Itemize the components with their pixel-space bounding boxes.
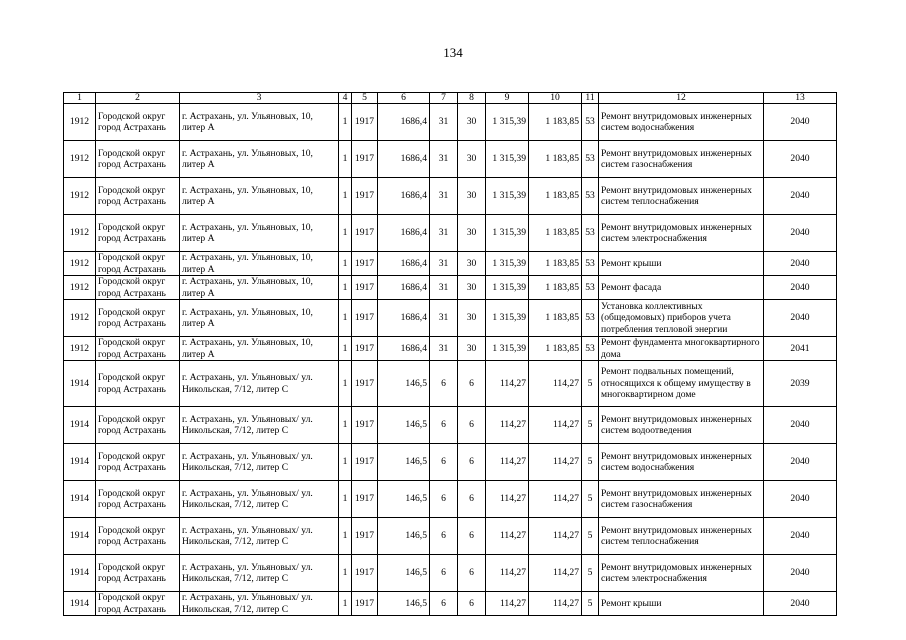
value-cell-11: 5 <box>582 555 599 592</box>
year-built-cell: 1917 <box>352 276 378 300</box>
column-number: 4 <box>339 93 352 104</box>
value-cell-11: 53 <box>582 252 599 276</box>
municipality-cell: Городской округ город Астрахань <box>96 518 180 555</box>
value-cell-11: 53 <box>582 178 599 215</box>
table-row <box>64 592 837 616</box>
row-number-cell: 1914 <box>64 361 96 407</box>
planned-year-cell: 2040 <box>764 481 837 518</box>
value-cell-9: 1 315,39 <box>486 215 529 252</box>
count-cell: 1 <box>339 252 352 276</box>
planned-year-cell: 2040 <box>764 518 837 555</box>
value-cell-11: 53 <box>582 337 599 361</box>
row-number-cell: 1912 <box>64 252 96 276</box>
work-type-cell: Ремонт внутридомовых инженерных систем электроснабжения <box>599 555 764 592</box>
value-cell-9: 1 315,39 <box>486 141 529 178</box>
value-cell-8: 6 <box>458 481 486 518</box>
work-type-cell: Ремонт внутридомовых инженерных систем газоснабжения <box>599 141 764 178</box>
area-cell: 1686,4 <box>378 104 430 141</box>
work-type-cell: Установка коллективных (общедомовых) приборов учета потребления тепловой энергии <box>599 300 764 337</box>
planned-year-cell: 2040 <box>764 104 837 141</box>
year-built-cell: 1917 <box>352 141 378 178</box>
municipality-cell: Городской округ город Астрахань <box>96 300 180 337</box>
value-cell-9: 1 315,39 <box>486 337 529 361</box>
row-number-cell: 1912 <box>64 141 96 178</box>
value-cell-10: 114,27 <box>529 361 582 407</box>
value-cell-10: 114,27 <box>529 481 582 518</box>
value-cell-7: 31 <box>430 141 458 178</box>
row-number-cell: 1914 <box>64 481 96 518</box>
municipality-cell: Городской округ город Астрахань <box>96 444 180 481</box>
work-type-cell: Ремонт внутридомовых инженерных систем водоснабжения <box>599 104 764 141</box>
value-cell-8: 6 <box>458 444 486 481</box>
municipality-cell: Городской округ город Астрахань <box>96 592 180 616</box>
value-cell-7: 31 <box>430 337 458 361</box>
table-row <box>64 518 837 555</box>
value-cell-7: 6 <box>430 481 458 518</box>
count-cell: 1 <box>339 276 352 300</box>
value-cell-7: 31 <box>430 215 458 252</box>
table-row <box>64 300 837 337</box>
year-built-cell: 1917 <box>352 361 378 407</box>
address-cell: г. Астрахань, ул. Ульяновых, 10, литер А <box>180 276 339 300</box>
row-number-cell: 1912 <box>64 337 96 361</box>
count-cell: 1 <box>339 300 352 337</box>
address-cell: г. Астрахань, ул. Ульяновых, 10, литер А <box>180 337 339 361</box>
planned-year-cell: 2040 <box>764 555 837 592</box>
year-built-cell: 1917 <box>352 252 378 276</box>
count-cell: 1 <box>339 178 352 215</box>
area-cell: 1686,4 <box>378 276 430 300</box>
column-number: 13 <box>764 93 837 104</box>
column-number: 11 <box>582 93 599 104</box>
value-cell-11: 5 <box>582 592 599 616</box>
year-built-cell: 1917 <box>352 337 378 361</box>
area-cell: 1686,4 <box>378 252 430 276</box>
table-row <box>64 407 837 444</box>
column-number: 8 <box>458 93 486 104</box>
value-cell-9: 1 315,39 <box>486 104 529 141</box>
table-row <box>64 252 837 276</box>
row-number-cell: 1914 <box>64 592 96 616</box>
municipality-cell: Городской округ город Астрахань <box>96 104 180 141</box>
value-cell-11: 5 <box>582 518 599 555</box>
count-cell: 1 <box>339 518 352 555</box>
table-row <box>64 444 837 481</box>
area-cell: 1686,4 <box>378 215 430 252</box>
municipality-cell: Городской округ город Астрахань <box>96 215 180 252</box>
value-cell-10: 1 183,85 <box>529 141 582 178</box>
value-cell-10: 1 183,85 <box>529 178 582 215</box>
value-cell-7: 31 <box>430 300 458 337</box>
year-built-cell: 1917 <box>352 178 378 215</box>
row-number-cell: 1914 <box>64 444 96 481</box>
area-cell: 146,5 <box>378 481 430 518</box>
value-cell-7: 6 <box>430 407 458 444</box>
count-cell: 1 <box>339 555 352 592</box>
value-cell-9: 114,27 <box>486 592 529 616</box>
address-cell: г. Астрахань, ул. Ульяновых/ ул. Никольская, 7/12, литер С <box>180 555 339 592</box>
municipality-cell: Городской округ город Астрахань <box>96 252 180 276</box>
value-cell-7: 31 <box>430 104 458 141</box>
work-type-cell: Ремонт крыши <box>599 252 764 276</box>
address-cell: г. Астрахань, ул. Ульяновых/ ул. Никольская, 7/12, литер С <box>180 361 339 407</box>
year-built-cell: 1917 <box>352 592 378 616</box>
address-cell: г. Астрахань, ул. Ульяновых, 10, литер А <box>180 300 339 337</box>
year-built-cell: 1917 <box>352 555 378 592</box>
column-number: 10 <box>529 93 582 104</box>
address-cell: г. Астрахань, ул. Ульяновых/ ул. Никольская, 7/12, литер С <box>180 444 339 481</box>
count-cell: 1 <box>339 215 352 252</box>
address-cell: г. Астрахань, ул. Ульяновых/ ул. Никольская, 7/12, литер С <box>180 481 339 518</box>
column-number-row <box>64 93 837 104</box>
row-number-cell: 1912 <box>64 276 96 300</box>
column-number: 9 <box>486 93 529 104</box>
value-cell-7: 31 <box>430 178 458 215</box>
table-row <box>64 215 837 252</box>
planned-year-cell: 2040 <box>764 141 837 178</box>
value-cell-8: 30 <box>458 178 486 215</box>
value-cell-10: 1 183,85 <box>529 215 582 252</box>
municipality-cell: Городской округ город Астрахань <box>96 276 180 300</box>
work-type-cell: Ремонт фундамента многоквартирного дома <box>599 337 764 361</box>
year-built-cell: 1917 <box>352 518 378 555</box>
value-cell-7: 6 <box>430 592 458 616</box>
value-cell-8: 30 <box>458 215 486 252</box>
planned-year-cell: 2040 <box>764 444 837 481</box>
value-cell-8: 6 <box>458 407 486 444</box>
planned-year-cell: 2041 <box>764 337 837 361</box>
municipality-cell: Городской округ город Астрахань <box>96 555 180 592</box>
value-cell-8: 30 <box>458 252 486 276</box>
municipality-cell: Городской округ город Астрахань <box>96 407 180 444</box>
value-cell-10: 1 183,85 <box>529 276 582 300</box>
value-cell-8: 30 <box>458 300 486 337</box>
address-cell: г. Астрахань, ул. Ульяновых, 10, литер А <box>180 178 339 215</box>
area-cell: 146,5 <box>378 407 430 444</box>
table-row <box>64 481 837 518</box>
area-cell: 146,5 <box>378 361 430 407</box>
planned-year-cell: 2040 <box>764 592 837 616</box>
area-cell: 146,5 <box>378 444 430 481</box>
value-cell-11: 53 <box>582 276 599 300</box>
column-number: 5 <box>352 93 378 104</box>
column-number: 12 <box>599 93 764 104</box>
area-cell: 146,5 <box>378 555 430 592</box>
value-cell-11: 5 <box>582 481 599 518</box>
row-number-cell: 1912 <box>64 300 96 337</box>
year-built-cell: 1917 <box>352 407 378 444</box>
municipality-cell: Городской округ город Астрахань <box>96 337 180 361</box>
planned-year-cell: 2040 <box>764 276 837 300</box>
value-cell-11: 5 <box>582 407 599 444</box>
area-cell: 1686,4 <box>378 141 430 178</box>
value-cell-10: 1 183,85 <box>529 300 582 337</box>
value-cell-7: 31 <box>430 276 458 300</box>
value-cell-11: 5 <box>582 361 599 407</box>
value-cell-10: 1 183,85 <box>529 104 582 141</box>
value-cell-10: 114,27 <box>529 592 582 616</box>
count-cell: 1 <box>339 481 352 518</box>
planned-year-cell: 2040 <box>764 407 837 444</box>
area-cell: 1686,4 <box>378 300 430 337</box>
address-cell: г. Астрахань, ул. Ульяновых/ ул. Никольская, 7/12, литер С <box>180 518 339 555</box>
work-type-cell: Ремонт подвальных помещений, относящихся к общему имуществу в многоквартирном доме <box>599 361 764 407</box>
area-cell: 146,5 <box>378 518 430 555</box>
table-row <box>64 141 837 178</box>
value-cell-8: 6 <box>458 518 486 555</box>
work-type-cell: Ремонт внутридомовых инженерных систем теплоснабжения <box>599 518 764 555</box>
address-cell: г. Астрахань, ул. Ульяновых, 10, литер А <box>180 104 339 141</box>
repair-schedule-table <box>63 92 837 616</box>
year-built-cell: 1917 <box>352 444 378 481</box>
row-number-cell: 1912 <box>64 104 96 141</box>
year-built-cell: 1917 <box>352 300 378 337</box>
municipality-cell: Городской округ город Астрахань <box>96 141 180 178</box>
work-type-cell: Ремонт фасада <box>599 276 764 300</box>
table-row <box>64 555 837 592</box>
value-cell-10: 114,27 <box>529 555 582 592</box>
table-row <box>64 337 837 361</box>
value-cell-11: 5 <box>582 444 599 481</box>
table-row <box>64 178 837 215</box>
value-cell-7: 6 <box>430 444 458 481</box>
value-cell-9: 114,27 <box>486 444 529 481</box>
column-number: 7 <box>430 93 458 104</box>
year-built-cell: 1917 <box>352 104 378 141</box>
row-number-cell: 1912 <box>64 178 96 215</box>
municipality-cell: Городской округ город Астрахань <box>96 361 180 407</box>
work-type-cell: Ремонт внутридомовых инженерных систем водоотведения <box>599 407 764 444</box>
value-cell-8: 30 <box>458 141 486 178</box>
value-cell-7: 31 <box>430 252 458 276</box>
value-cell-10: 114,27 <box>529 518 582 555</box>
address-cell: г. Астрахань, ул. Ульяновых, 10, литер А <box>180 252 339 276</box>
column-number: 2 <box>96 93 180 104</box>
address-cell: г. Астрахань, ул. Ульяновых, 10, литер А <box>180 215 339 252</box>
work-type-cell: Ремонт внутридомовых инженерных систем газоснабжения <box>599 481 764 518</box>
value-cell-8: 30 <box>458 276 486 300</box>
row-number-cell: 1914 <box>64 555 96 592</box>
value-cell-8: 6 <box>458 361 486 407</box>
planned-year-cell: 2039 <box>764 361 837 407</box>
value-cell-9: 114,27 <box>486 361 529 407</box>
value-cell-8: 6 <box>458 592 486 616</box>
value-cell-10: 114,27 <box>529 444 582 481</box>
value-cell-9: 1 315,39 <box>486 178 529 215</box>
year-built-cell: 1917 <box>352 215 378 252</box>
value-cell-8: 6 <box>458 555 486 592</box>
work-type-cell: Ремонт внутридомовых инженерных систем электроснабжения <box>599 215 764 252</box>
value-cell-10: 1 183,85 <box>529 252 582 276</box>
value-cell-9: 114,27 <box>486 407 529 444</box>
count-cell: 1 <box>339 592 352 616</box>
count-cell: 1 <box>339 141 352 178</box>
row-number-cell: 1914 <box>64 407 96 444</box>
table-row <box>64 361 837 407</box>
area-cell: 1686,4 <box>378 178 430 215</box>
year-built-cell: 1917 <box>352 481 378 518</box>
table-row <box>64 104 837 141</box>
address-cell: г. Астрахань, ул. Ульяновых/ ул. Никольская, 7/12, литер С <box>180 407 339 444</box>
address-cell: г. Астрахань, ул. Ульяновых, 10, литер А <box>180 141 339 178</box>
municipality-cell: Городской округ город Астрахань <box>96 481 180 518</box>
work-type-cell: Ремонт внутридомовых инженерных систем водоснабжения <box>599 444 764 481</box>
work-type-cell: Ремонт крыши <box>599 592 764 616</box>
planned-year-cell: 2040 <box>764 178 837 215</box>
column-number: 3 <box>180 93 339 104</box>
value-cell-9: 1 315,39 <box>486 300 529 337</box>
table-row <box>64 276 837 300</box>
value-cell-9: 1 315,39 <box>486 276 529 300</box>
work-type-cell: Ремонт внутридомовых инженерных систем теплоснабжения <box>599 178 764 215</box>
value-cell-9: 114,27 <box>486 481 529 518</box>
value-cell-11: 53 <box>582 215 599 252</box>
planned-year-cell: 2040 <box>764 300 837 337</box>
value-cell-9: 1 315,39 <box>486 252 529 276</box>
municipality-cell: Городской округ город Астрахань <box>96 178 180 215</box>
planned-year-cell: 2040 <box>764 252 837 276</box>
value-cell-10: 114,27 <box>529 407 582 444</box>
row-number-cell: 1912 <box>64 215 96 252</box>
column-number: 6 <box>378 93 430 104</box>
value-cell-11: 53 <box>582 104 599 141</box>
planned-year-cell: 2040 <box>764 215 837 252</box>
count-cell: 1 <box>339 104 352 141</box>
row-number-cell: 1914 <box>64 518 96 555</box>
count-cell: 1 <box>339 407 352 444</box>
count-cell: 1 <box>339 444 352 481</box>
value-cell-11: 53 <box>582 300 599 337</box>
value-cell-7: 6 <box>430 555 458 592</box>
value-cell-9: 114,27 <box>486 555 529 592</box>
value-cell-7: 6 <box>430 361 458 407</box>
value-cell-10: 1 183,85 <box>529 337 582 361</box>
value-cell-9: 114,27 <box>486 518 529 555</box>
value-cell-8: 30 <box>458 104 486 141</box>
column-number: 1 <box>64 93 96 104</box>
value-cell-11: 53 <box>582 141 599 178</box>
page-number: 134 <box>443 45 463 60</box>
area-cell: 146,5 <box>378 592 430 616</box>
count-cell: 1 <box>339 337 352 361</box>
area-cell: 1686,4 <box>378 337 430 361</box>
value-cell-7: 6 <box>430 518 458 555</box>
count-cell: 1 <box>339 361 352 407</box>
value-cell-8: 30 <box>458 337 486 361</box>
address-cell: г. Астрахань, ул. Ульяновых/ ул. Никольская, 7/12, литер С <box>180 592 339 616</box>
